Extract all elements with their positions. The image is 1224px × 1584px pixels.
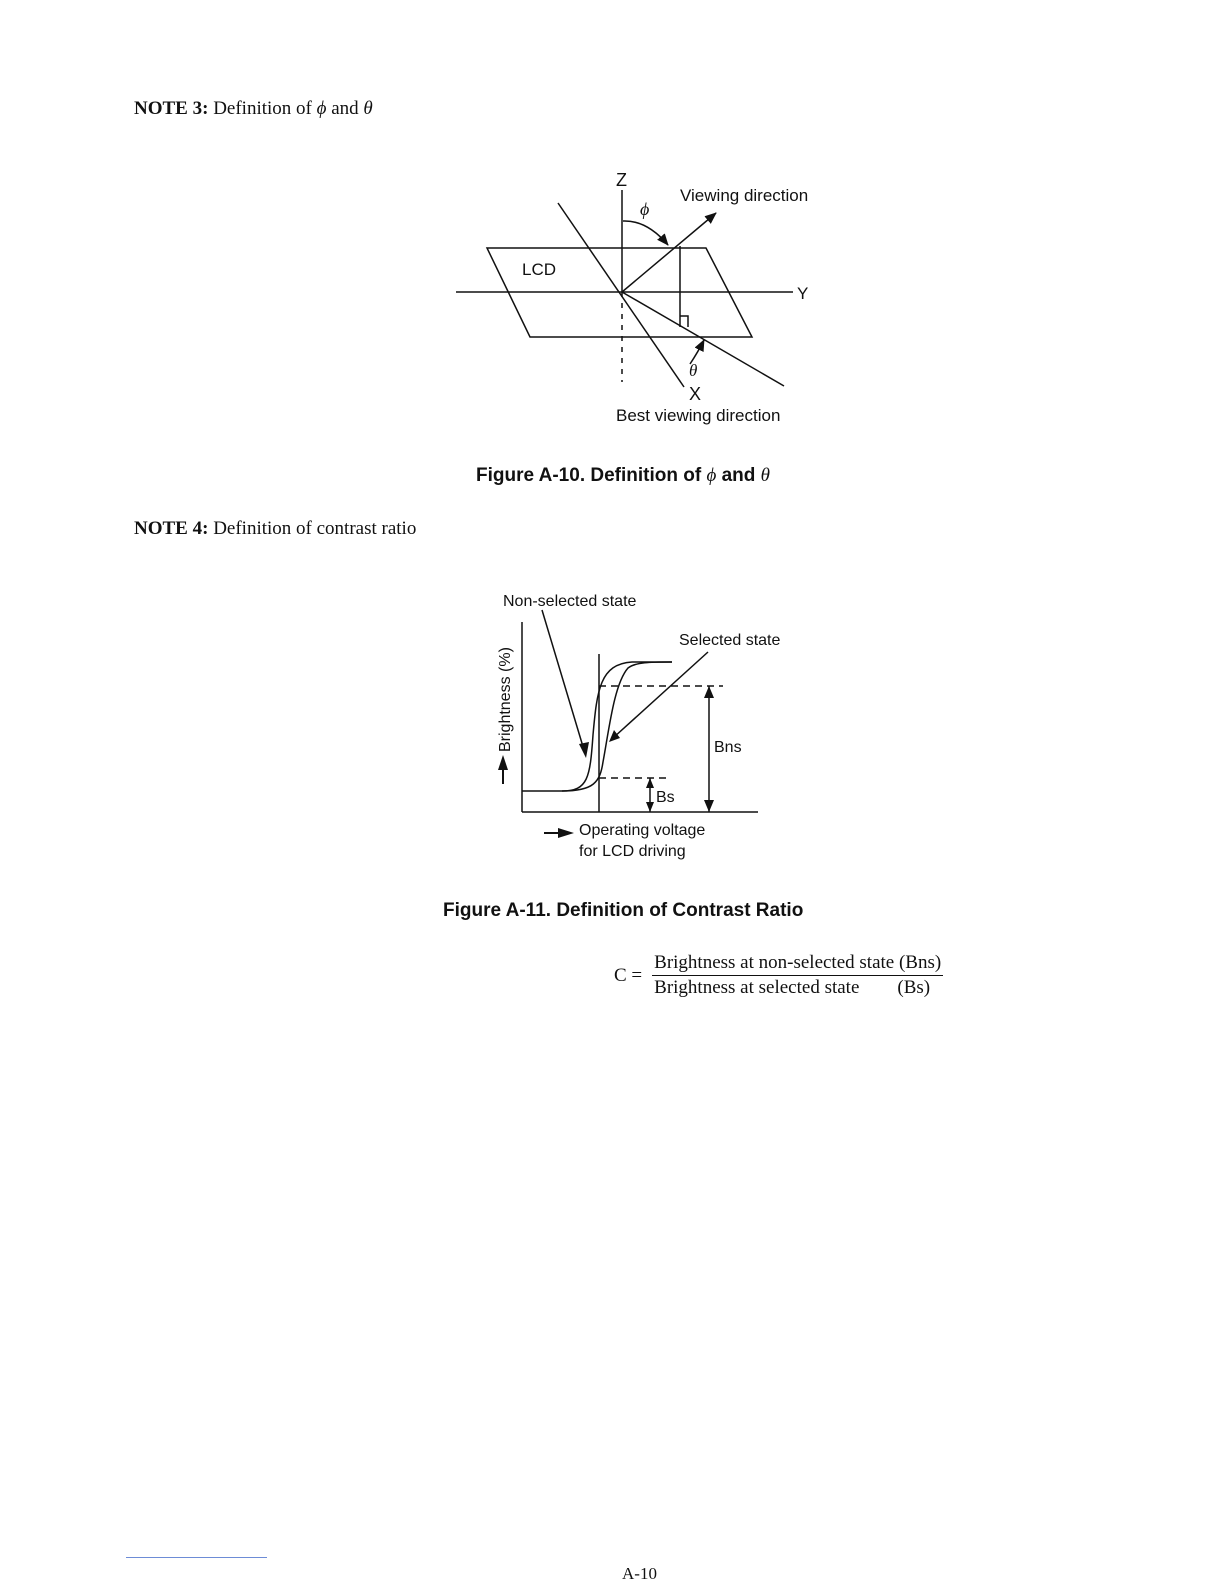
selected-leader	[613, 652, 708, 738]
z-label: Z	[616, 170, 627, 190]
non-selected-state-label: Non-selected state	[503, 593, 637, 610]
formula-lhs: C =	[614, 964, 643, 986]
brightness-axis-label: Brightness (%)	[497, 647, 514, 752]
page-number: A-10	[622, 1564, 657, 1583]
bs-label: Bs	[656, 789, 675, 806]
y-label: Y	[797, 284, 809, 303]
arrow-x-axis	[558, 828, 574, 838]
voltage-axis-label-line2: for LCD driving	[579, 843, 686, 860]
contrast-ratio-formula	[614, 952, 943, 999]
note-3-theta: θ	[363, 98, 373, 119]
figure-a11-caption: Figure A-11. Definition of Contrast Ratio	[443, 900, 804, 921]
arrow-bs-top	[646, 778, 654, 788]
voltage-axis-label-line1: Operating voltage	[579, 822, 706, 839]
footer-rule	[126, 1557, 267, 1558]
note-3-label: NOTE 3:	[134, 98, 209, 119]
caption-a10-phi: ϕ	[706, 465, 717, 486]
x-label: X	[689, 384, 702, 404]
lcd-label: LCD	[522, 260, 557, 279]
arrow-non-selected-leader	[579, 742, 589, 758]
phi-label: ϕ	[640, 199, 650, 219]
formula-fraction	[652, 952, 943, 999]
formula-denominator: Brightness at selected state (Bs)	[654, 977, 931, 998]
theta-label: θ	[689, 361, 698, 380]
caption-a10-prefix: Figure A-10. Definition of	[476, 465, 702, 486]
caption-a10-and: and	[721, 465, 756, 486]
note-3-text: Definition of	[213, 98, 312, 119]
bns-label: Bns	[714, 739, 742, 756]
non-selected-curve	[562, 662, 672, 791]
arrow-bs-bottom	[646, 802, 654, 812]
note-4-text: Definition of contrast ratio	[213, 518, 417, 539]
non-selected-leader	[542, 610, 584, 750]
best-viewing-direction-label: Best viewing direction	[616, 406, 781, 425]
arrow-selected-leader	[609, 730, 620, 742]
note-3-and: and	[331, 98, 359, 119]
formula-numerator: Brightness at non-selected state (Bns)	[652, 952, 943, 976]
arrow-bns-top	[704, 686, 714, 698]
viewing-direction-label: Viewing direction	[680, 186, 809, 205]
note-4-label: NOTE 4:	[134, 518, 209, 539]
caption-a10-theta: θ	[760, 465, 770, 486]
selected-state-label: Selected state	[679, 632, 781, 649]
arrow-y-axis	[498, 755, 508, 770]
selected-curve	[562, 662, 672, 791]
note-3-phi: ϕ	[316, 98, 327, 119]
arrow-bns-bottom	[704, 800, 714, 812]
